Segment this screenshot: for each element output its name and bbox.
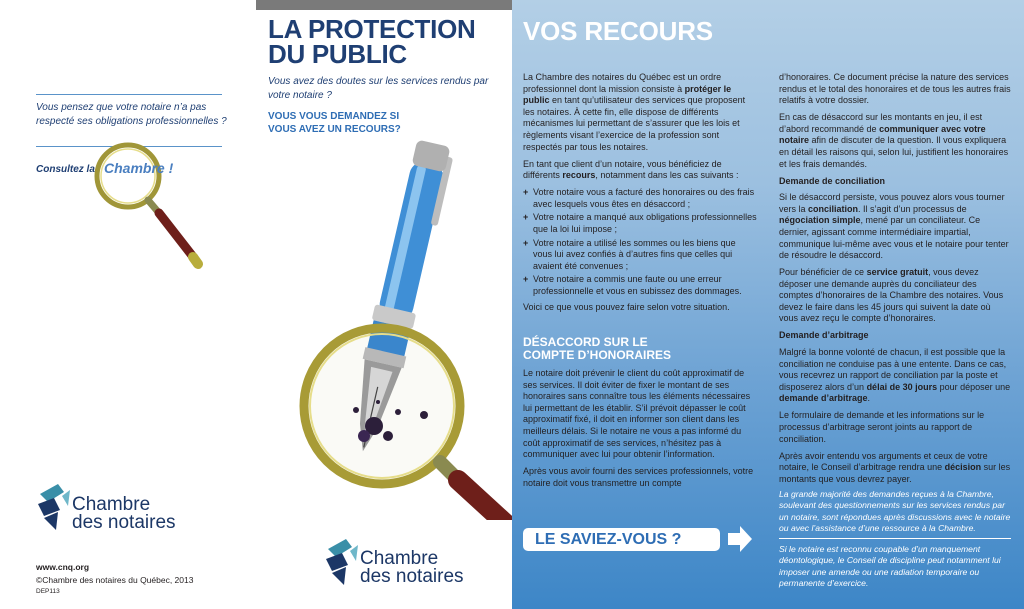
divider [779, 538, 1011, 539]
section-heading: DÉSACCORD SUR LE COMPTE D’HONORAIRES [523, 335, 672, 363]
website-link[interactable]: www.cnq.org [36, 562, 90, 572]
fact-discipline: Si le notaire est reconnu coupable d’un manquement déontologique, le Conseil de discipline peut notamment lui imposer une amende ou une radiation temporaire ou permanente d’exercice. [779, 544, 1001, 589]
logo-line2: des notaires [360, 566, 464, 587]
logo-line1: Chambre [72, 494, 151, 515]
list-item: + Votre notaire a manqué aux obligations professionnelles que la loi lui impose ; [523, 212, 757, 235]
recourse-question [268, 110, 504, 136]
paragraph: En cas de désaccord sur les montants en jeu, il est d’abord recommandé de communiquer avec votre notaire afin de discuter de la question. Il vous expliquera en détail les raisons qui, selon lui, justifient les honoraires et les frais demandés. [779, 112, 1009, 169]
protection-intro: Vous avez des doutes sur les services rendus par votre notaire ? [268, 76, 489, 101]
protection-title [268, 14, 476, 69]
case-list [523, 187, 757, 297]
consult-prefix: Consultez la [36, 164, 95, 175]
paragraph: Après avoir entendu vos arguments et ceux de votre notaire, le Conseil d’arbitrage rendra une décision sur les montants que vous devrez payer. [779, 450, 1011, 484]
fact-majority: La grande majorité des demandes reçues à la Chambre, soulevant des questionnements sur les services rendus par un notaire, sont répondues après discussions avec le notaire ou avec l’assistance d’une ressource à la Chambre. [779, 489, 1011, 534]
recours-column-right [779, 72, 1011, 491]
logo-line2: des notaires [72, 512, 176, 533]
panel-recours [512, 0, 1024, 609]
paragraph: Voici ce que vous pouvez faire selon votre situation. [523, 302, 730, 313]
consult-word: Chambre ! [104, 160, 174, 176]
cnq-logo-icon [36, 482, 72, 532]
logo-line1: Chambre [360, 548, 439, 569]
paragraph: Pour bénéficier de ce service gratuit, vous devez déposer une demande auprès du conciliateur des comptes d’honoraires de la Chambre des notaires. Vous devez le faire dans les 45 jours qui suivent la date où vous avez reçu le compte d’honoraires. [779, 267, 1004, 324]
sub-line2: VOUS AVEZ UN RECOURS? [268, 124, 401, 135]
document-code: DEP113 [36, 588, 60, 595]
paragraph: d’honoraires. Ce document précise la nature des services rendus et le total des honoraires et de tous les autres frais relatifs à votre dossier. [779, 72, 1011, 106]
arbitrage-heading: Demande d’arbitrage [779, 330, 869, 341]
paragraph: Malgré la bonne volonté de chacun, il est possible que la conciliation ne conduise pas à une entente. Dans ce cas, vous recevrez un rapport de conciliation par la poste et disposerez alors d’un délai de 30 jours pour déposer une demande d’arbitrage. [779, 347, 1011, 404]
divider [36, 94, 222, 95]
pen-magnifier-illustration [256, 140, 512, 520]
paragraph: Si le désaccord persiste, vous pouvez alors vous tourner vers la conciliation. Il s’agit d’un processus de négociation simple, mené par un conciliateur. Ce dernier, agissant comme intermédiaire impartial, communique lui-même avec vous et le notaire pour tenter de résoudre le désaccord. [779, 192, 1009, 261]
paragraph: Après vous avoir fourni des services professionnels, votre notaire doit vous transmettre un compte [523, 466, 754, 488]
top-bar [256, 0, 512, 10]
sub-line1: VOUS VOUS DEMANDEZ SI [268, 111, 400, 122]
cnq-logo-icon [324, 536, 360, 588]
panel-cover [0, 0, 256, 609]
panel-protection [256, 0, 512, 609]
conciliation-heading: Demande de conciliation [779, 175, 886, 186]
list-item: + Votre notaire vous a facturé des honoraires ou des frais avec lesquels vous êtes en désaccord ; [523, 187, 757, 210]
list-item: + Votre notaire a commis une faute ou une erreur professionnelle et vous en subissez des dommages. [523, 274, 757, 297]
cover-question: Vous pensez que votre notaire n’a pas respecté ses obligations professionnelles ? [36, 102, 227, 127]
title-line2: DU PUBLIC [268, 39, 407, 69]
title-line1: LA PROTECTION [268, 14, 476, 44]
saviez-vous-box [523, 528, 720, 551]
recours-column-left [523, 72, 757, 495]
saviez-vous-label: LE SAVIEZ-VOUS ? [535, 531, 682, 548]
recours-title: VOS RECOURS [523, 16, 713, 46]
paragraph: Le notaire doit prévenir le client du coût approximatif de ses services. Il doit éviter de fixer le montant de ses honoraires sans connaître tous les éléments nécessaires lui permettant de les établir. S’il prévoit dépasser le coût approximatif fixé, il doit en informer son client dans les meilleurs délais. Si le notaire ne vous a pas informé du coût approximatif de ses services, n’hésitez pas à communiquer avec lui pour obtenir l’information. [523, 368, 751, 460]
paragraph: La Chambre des notaires du Québec est un ordre professionnel dont la mission consiste à protéger le public en tant qu’utilisateur des services que proposent les notaires. À cette fin, elle dispose de différents mécanismes lui permettant de s’assurer que les lois et règlements visant l’exercice de la profession sont respectés par tous les notaires. [523, 72, 746, 152]
list-item: + Votre notaire a utilisé les sommes ou les biens que vous lui avez confiés à d’autres fins que celles qui avaient été convenues ; [523, 238, 757, 273]
arrow-right-icon [726, 524, 754, 554]
paragraph: Le formulaire de demande et les informations sur le processus d’arbitrage seront joints au rapport de conciliation. [779, 410, 985, 444]
paragraph: En tant que client d’un notaire, vous bénéficiez de différents recours, notamment dans les cas suivants : [523, 158, 739, 181]
copyright: ©Chambre des notaires du Québec, 2013 [36, 575, 194, 585]
